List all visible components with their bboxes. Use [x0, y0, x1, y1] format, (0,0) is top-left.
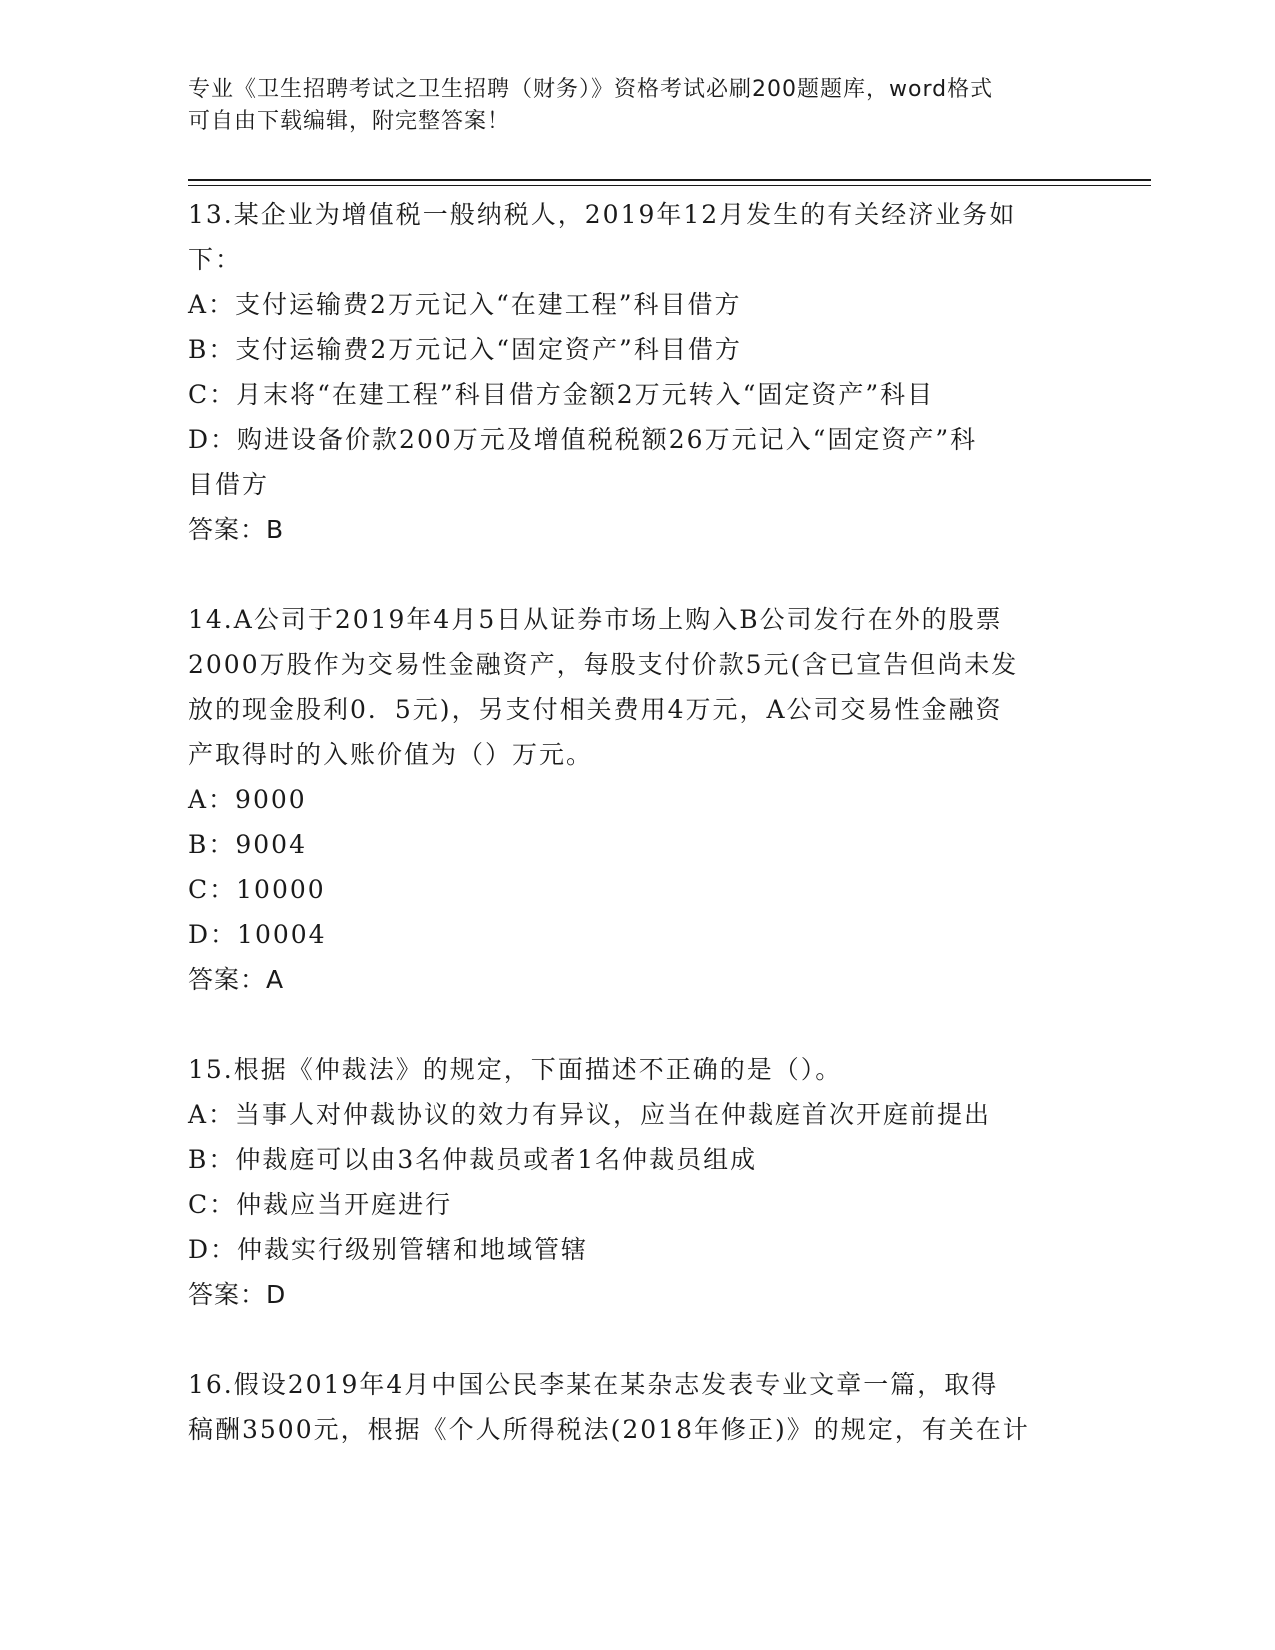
question-stem-line: 放的现金股利0．5元)，另支付相关费用4万元，A公司交易性金融资 — [188, 695, 1003, 724]
question-stem-line: 产取得时的入账价值为（）万元。 — [188, 740, 594, 769]
header-line-2: 可自由下载编辑，附完整答案！ — [188, 109, 511, 134]
question-list — [188, 192, 1088, 1452]
option-a: A：9000 — [188, 785, 307, 814]
question-stem-line: 15.根据《仲裁法》的规定，下面描述不正确的是（）。 — [188, 1055, 843, 1084]
option-c: C：10000 — [188, 875, 326, 904]
question-15 — [188, 1047, 1088, 1317]
option-b: B：仲裁庭可以由3名仲裁员或者1名仲裁员组成 — [188, 1145, 758, 1174]
option-d: D：购进设备价款200万元及增值税税额26万元记入“固定资产”科 — [188, 425, 978, 454]
option-c: C：仲裁应当开庭进行 — [188, 1190, 453, 1219]
option-a: A：当事人对仲裁协议的效力有异议，应当在仲裁庭首次开庭前提出 — [188, 1100, 992, 1129]
header-divider-thin — [188, 185, 1151, 186]
question-stem-line: 13.某企业为增值税一般纳税人，2019年12月发生的有关经济业务如 — [188, 200, 1017, 229]
answer-label: 答案：D — [188, 1280, 287, 1309]
header-divider-thick — [188, 179, 1151, 181]
question-stem-line: 2000万股作为交易性金融资产，每股支付价款5元(含已宣告但尚未发 — [188, 650, 1019, 679]
question-stem-line: 14.A公司于2019年4月5日从证券市场上购入B公司发行在外的股票 — [188, 605, 1003, 634]
answer-label: 答案：B — [188, 515, 285, 544]
question-stem-line: 16.假设2019年4月中国公民李某在某杂志发表专业文章一篇，取得 — [188, 1370, 999, 1399]
option-b: B：9004 — [188, 830, 307, 859]
option-d: D：仲裁实行级别管辖和地域管辖 — [188, 1235, 589, 1264]
question-13 — [188, 192, 1088, 552]
answer-label: 答案：A — [188, 965, 285, 994]
question-14 — [188, 597, 1088, 1002]
question-stem-line: 稿酬3500元，根据《个人所得税法(2018年修正)》的规定，有关在计 — [188, 1415, 1030, 1444]
option-d: D：10004 — [188, 920, 327, 949]
option-a: A：支付运输费2万元记入“在建工程”科目借方 — [188, 290, 742, 319]
question-stem-line: 下： — [188, 245, 243, 274]
header-line-1: 专业《卫生招聘考试之卫生招聘（财务）》资格考试必刷200题题库，word格式 — [188, 77, 994, 102]
option-c: C：月末将“在建工程”科目借方金额2万元转入“固定资产”科目 — [188, 380, 935, 409]
option-d-continued: 目借方 — [188, 470, 270, 499]
question-16 — [188, 1362, 1088, 1452]
document-header — [188, 74, 1088, 138]
option-b: B：支付运输费2万元记入“固定资产”科目借方 — [188, 335, 742, 364]
